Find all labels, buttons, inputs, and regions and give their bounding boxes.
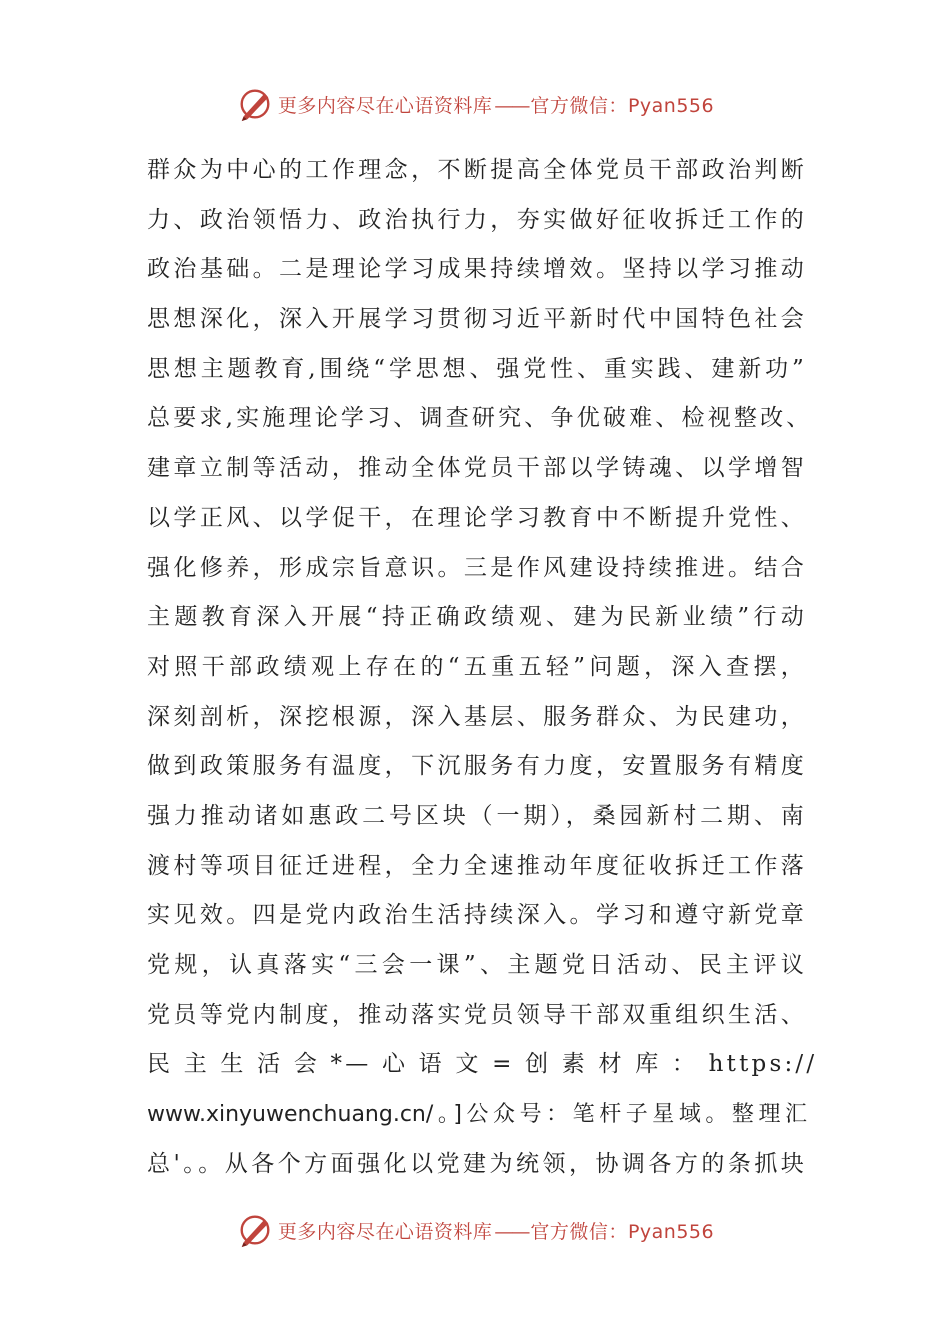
text-line: 建章立制等活动，推动全体党员干部以学铸魂、以学增智: [147, 455, 807, 482]
pen-logo-icon: [236, 85, 274, 123]
text-line: 渡村等项目征迁进程，全力全速推动年度征收拆迁工作落: [147, 852, 807, 879]
footer-banner: [0, 1210, 950, 1250]
text-line: 党规，认真落实“三会一课”、主题党日活动、民主评议: [147, 952, 807, 978]
text-line: 主题教育深入开展“持正确政绩观、建为民新业绩”行动: [147, 604, 807, 631]
text-line: 深刻剖析，深挖根源，深入基层、服务群众、为民建功，: [147, 703, 807, 730]
text-line: 思想深化，深入开展学习贯彻习近平新时代中国特色社会: [147, 306, 807, 333]
text-line: 总'。。从各个方面强化以党建为统领，协调各方的条抓块: [147, 1150, 807, 1177]
banner-title: 更多内容尽在心语资料库 —— 官方微信：Pyan556: [277, 1220, 715, 1243]
text-line: 强化修养，形成宗旨意识。三是作风建设持续推进。结合: [147, 554, 807, 581]
text-line: 群众为中心的工作理念，不断提高全体党员干部政治判断: [147, 157, 807, 183]
text-line: 力、政治领悟力、政治执行力，夯实做好征收拆迁工作的: [147, 206, 807, 233]
banner-title: 更多内容尽在心语资料库 —— 官方微信：Pyan556: [277, 94, 715, 117]
text-line: 做到政策服务有温度，下沉服务有力度，安置服务有精度: [147, 753, 807, 780]
text-line: 政治基础。二是理论学习成果持续增效。坚持以学习推动: [147, 256, 807, 283]
header-banner: [0, 84, 950, 124]
text-line: www.xinyuwenchuang.cn/。]公众号：笔杆子星域。整理汇: [147, 1102, 807, 1128]
document-body: [147, 146, 818, 1189]
text-line: 实见效。四是党内政治生活持续深入。学习和遵守新党章: [147, 902, 807, 929]
text-line: 党员等党内制度，推动落实党员领导干部双重组织生活、: [147, 1001, 807, 1028]
text-line: 总要求,实施理论学习、调查研究、争优破难、检视整改、: [147, 405, 813, 432]
text-line: 对照干部政绩观上存在的“五重五轻”问题，深入查摆，: [147, 653, 807, 680]
text-line: 思想主题教育,围绕“学思想、强党性、重实践、建新功”: [147, 355, 807, 382]
text-line: 以学正风、以学促干，在理论学习教育中不断提升党性、: [147, 504, 807, 531]
pen-logo-icon: [236, 1211, 274, 1249]
text-line: 民 主 生 活 会 *— 心 语 文 = 创 素 材 库 ： https://: [147, 1051, 818, 1078]
text-line: 强力推动诸如惠政二号区块（一期），桑园新村二期、南: [147, 802, 807, 829]
